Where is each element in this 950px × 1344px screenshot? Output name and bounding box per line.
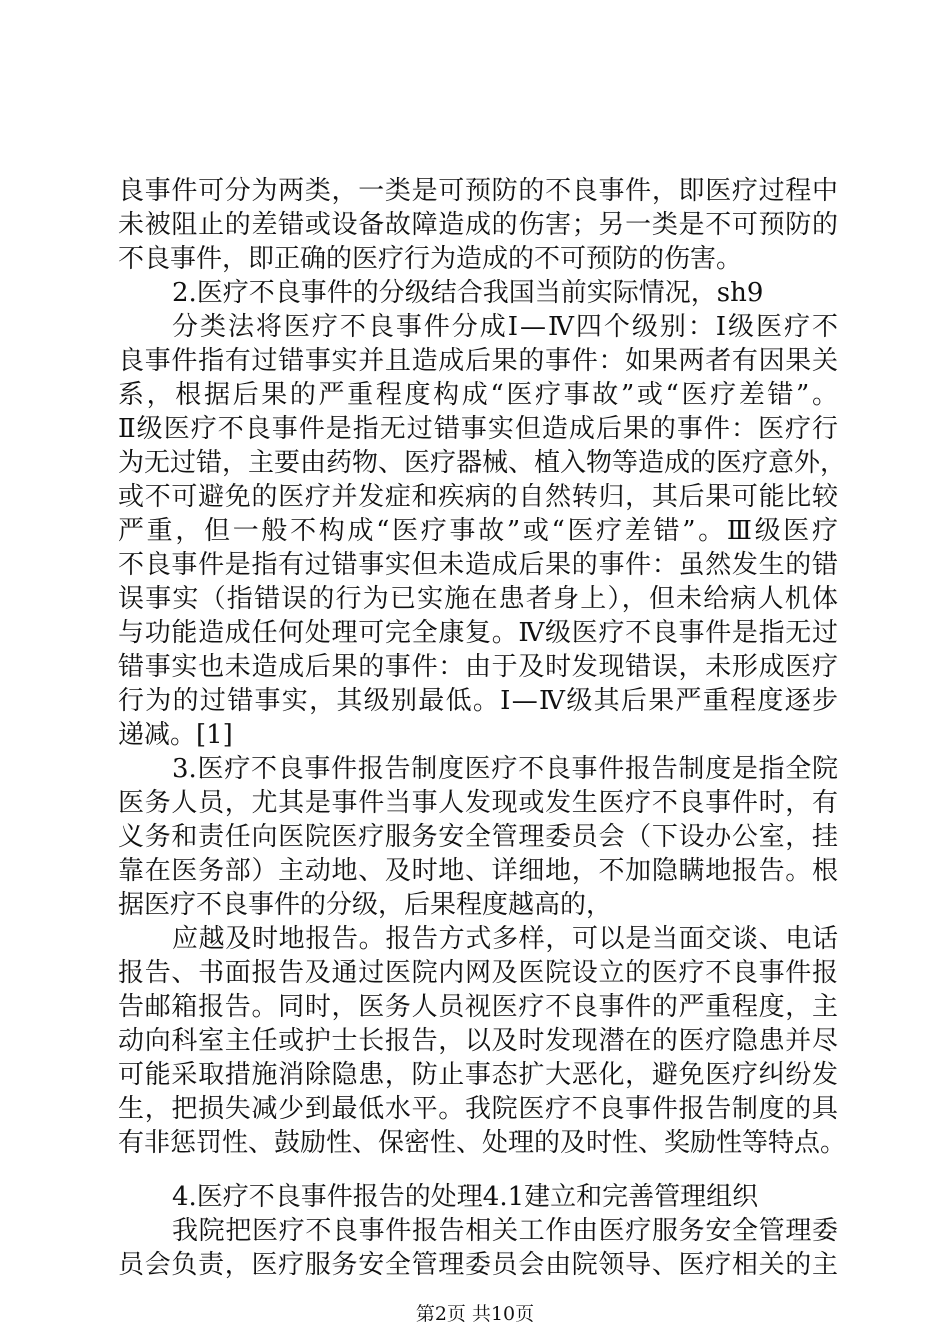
paragraph-line: 我院把医疗不良事件报告相关工作由医疗服务安全管理委 — [172, 1216, 838, 1246]
paragraph-line: 严重，但一般不构成“医疗事故”或“医疗差错”。Ⅲ级医疗 — [118, 516, 838, 546]
page-number-footer: 第2页 共10页 — [415, 1303, 535, 1325]
paragraph-line: 不良事件是指有过错事实但未造成后果的事件：虽然发生的错 — [118, 550, 838, 580]
section-heading-line: 3.医疗不良事件报告制度医疗不良事件报告制度是指全院 — [172, 754, 838, 784]
paragraph-line: 生，把损失减少到最低水平。我院医疗不良事件报告制度的具 — [118, 1094, 838, 1124]
paragraph-line: 错事实也未造成后果的事件：由于及时发现错误，未形成医疗 — [118, 652, 838, 682]
paragraph-line: 报告、书面报告及通过医院内网及医院设立的医疗不良事件报 — [118, 958, 838, 988]
paragraph-line: 良事件可分为两类，一类是可预防的不良事件，即医疗过程中 — [118, 176, 838, 206]
section-heading-line: 2.医疗不良事件的分级结合我国当前实际情况，sh9 — [172, 278, 764, 308]
paragraph-line: 员会负责，医疗服务安全管理委员会由院领导、医疗相关的主 — [118, 1250, 838, 1280]
paragraph-line: 系，根据后果的严重程度构成“医疗事故”或“医疗差错”。 — [118, 380, 838, 410]
paragraph-line: 医务人员，尤其是事件当事人发现或发生医疗不良事件时，有 — [118, 788, 838, 818]
paragraph-line: 良事件指有过错事实并且造成后果的事件：如果两者有因果关 — [118, 346, 838, 376]
paragraph-line: 义务和责任向医院医疗服务安全管理委员会（下设办公室，挂 — [118, 822, 838, 852]
paragraph-line: 分类法将医疗不良事件分成Ⅰ—Ⅳ四个级别：Ⅰ级医疗不 — [172, 312, 838, 342]
paragraph-line: 告邮箱报告。同时，医务人员视医疗不良事件的严重程度，主 — [118, 992, 838, 1022]
paragraph-line: 靠在医务部）主动地、及时地、详细地，不加隐瞒地报告。根 — [118, 856, 838, 886]
paragraph-line: Ⅱ级医疗不良事件是指无过错事实但造成后果的事件：医疗行 — [118, 414, 838, 444]
paragraph-line: 不良事件，即正确的医疗行为造成的不可预防的伤害。 — [118, 244, 743, 274]
paragraph-line: 据医疗不良事件的分级，后果程度越高的， — [118, 890, 613, 920]
paragraph-line: 与功能造成任何处理可完全康复。Ⅳ级医疗不良事件是指无过 — [118, 618, 838, 648]
paragraph-line: 有非惩罚性、鼓励性、保密性、处理的及时性、奖励性等特点。 — [118, 1128, 847, 1158]
paragraph-line: 误事实（指错误的行为已实施在患者身上），但未给病人机体 — [118, 584, 838, 614]
paragraph-line: 或不可避免的医疗并发症和疾病的自然转归，其后果可能比较 — [118, 482, 838, 512]
paragraph-line: 动向科室主任或护士长报告，以及时发现潜在的医疗隐患并尽 — [118, 1026, 838, 1056]
section-heading-line: 4.医疗不良事件报告的处理4.1建立和完善管理组织 — [172, 1182, 759, 1212]
paragraph-line: 行为的过错事实，其级别最低。Ⅰ—Ⅳ级其后果严重程度逐步 — [118, 686, 838, 716]
paragraph-line: 递减。[1] — [118, 720, 233, 750]
paragraph-line: 可能采取措施消除隐患，防止事态扩大恶化，避免医疗纠纷发 — [118, 1060, 838, 1090]
paragraph-line: 未被阻止的差错或设备故障造成的伤害；另一类是不可预防的 — [118, 210, 838, 240]
paragraph-line: 应越及时地报告。报告方式多样，可以是当面交谈、电话 — [172, 924, 838, 954]
paragraph-line: 为无过错，主要由药物、医疗器械、植入物等造成的医疗意外， — [118, 448, 847, 478]
